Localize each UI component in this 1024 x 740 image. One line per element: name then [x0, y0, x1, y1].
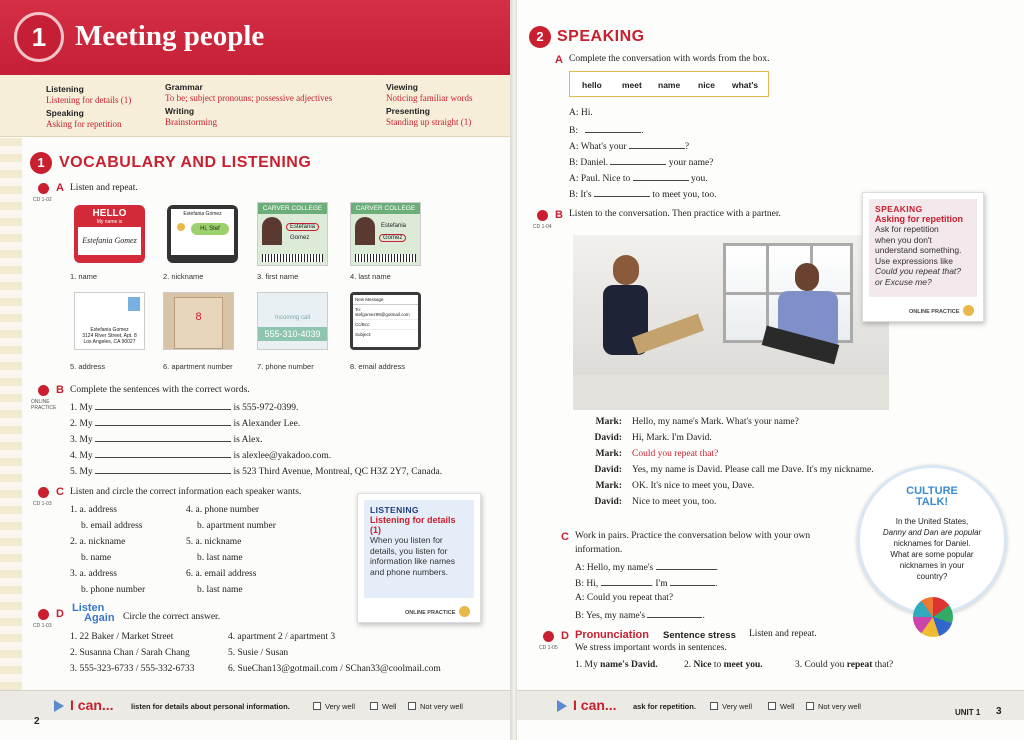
- listening-tip-card: [357, 493, 481, 623]
- answer-blank[interactable]: [647, 609, 702, 618]
- i-can-text: ask for repetition.: [633, 702, 696, 711]
- message-bubble: Hi, Stef: [191, 223, 229, 235]
- option[interactable]: 6. SueChan13@gotmail.com / SChan33@coolmail.com: [228, 664, 441, 674]
- tip-example: Could you repeat that?: [875, 266, 962, 276]
- culture-talk-bubble: [857, 465, 1007, 615]
- door: [174, 297, 223, 349]
- address-line: Los Angeles, CA 90027: [83, 339, 136, 345]
- address-line: Estefania Gomez: [90, 327, 129, 333]
- cd-track: CD 1-04: [533, 224, 552, 230]
- section-title: VOCABULARY AND LISTENING: [59, 154, 312, 171]
- option[interactable]: 4. a. phone number: [186, 505, 260, 515]
- barcode: [355, 254, 416, 262]
- conversation-line: A: Paul. Nice to you.: [569, 174, 708, 184]
- person-david-head: [795, 263, 819, 291]
- caption-3: 3. first name: [257, 272, 299, 281]
- answer-blank[interactable]: [95, 465, 231, 474]
- audio-icon[interactable]: [537, 210, 548, 221]
- tip-text: When you listen for: [370, 535, 443, 545]
- speaker-name: David:: [594, 433, 622, 443]
- checkbox-not-very-well[interactable]: [806, 702, 814, 710]
- audio-icon[interactable]: [38, 609, 49, 620]
- answer-blank[interactable]: [610, 156, 666, 165]
- exercise-instruction: information.: [575, 545, 623, 555]
- tip-text: information like names: [370, 556, 456, 566]
- sentence-4: 4. My is alexlee@yakadoo.com.: [70, 451, 332, 461]
- skill-presenting: Presenting Standing up straight (1): [386, 106, 472, 127]
- incoming-call-label: Incoming call: [274, 315, 310, 321]
- answer-blank[interactable]: [95, 433, 231, 442]
- caption-2: 2. nickname: [163, 272, 204, 281]
- phone-card-name: Estefania Gomez: [183, 211, 222, 217]
- section-number: 1: [30, 152, 52, 174]
- option[interactable]: b. name: [81, 553, 112, 563]
- checkbox-label: Very well: [722, 702, 753, 711]
- id-photo: [355, 217, 375, 245]
- exercise-letter: A: [555, 54, 563, 66]
- option[interactable]: b. last name: [197, 585, 243, 595]
- speaker-name: David:: [594, 465, 622, 475]
- answer-blank[interactable]: [95, 449, 231, 458]
- exercise-instruction: Circle the correct answer.: [123, 612, 221, 622]
- phone-message-card: [167, 205, 238, 263]
- dialog-line: Hi, Mark. I'm David.: [632, 433, 712, 443]
- i-can-label: I can...: [573, 697, 617, 713]
- culture-title: TALK!: [915, 496, 949, 508]
- i-can-bar: [0, 690, 512, 720]
- exercise-instruction: Listen and circle the correct information each speaker wants.: [70, 487, 302, 497]
- conversation-line: B: Yes, my name's .: [575, 611, 705, 621]
- exercise-instruction: Complete the conversation with words from the box.: [569, 54, 770, 64]
- option[interactable]: b. phone number: [81, 585, 146, 595]
- unit-label: UNIT 1: [955, 708, 981, 717]
- dialog-line: OK. It's nice to meet you, Dave.: [632, 481, 755, 491]
- listen-again-logo: [72, 603, 115, 623]
- conversation-line: B: It's to meet you, too.: [569, 190, 717, 200]
- checkbox-label: Not very well: [818, 702, 861, 711]
- speaker-name: Mark:: [595, 449, 622, 459]
- conversation-line: A: What's your ?: [569, 142, 690, 152]
- checkbox-label: Well: [780, 702, 795, 711]
- pronunciation-subtitle: Sentence stress: [663, 630, 736, 641]
- id-last-name: Gomez: [290, 235, 310, 241]
- dialog-line: Nice to meet you, too.: [632, 497, 717, 507]
- cd-track: CD 1-02: [33, 197, 52, 203]
- option[interactable]: 1. 22 Baker / Market Street: [70, 632, 174, 642]
- apartment-door: [163, 292, 234, 350]
- incoming-call-card: [257, 292, 328, 350]
- checkbox-well[interactable]: [370, 702, 378, 710]
- sentence-3: 3. My is Alex.: [70, 435, 263, 445]
- unit-title: Meeting people: [75, 20, 265, 52]
- tip-text: details, you listen for: [370, 545, 448, 556]
- exercise-letter: D: [561, 630, 569, 642]
- option[interactable]: b. last name: [197, 553, 243, 563]
- answer-blank[interactable]: [95, 401, 231, 410]
- checkbox-label: Well: [382, 702, 397, 711]
- college-name: CARVER COLLEGE: [351, 203, 420, 214]
- option[interactable]: 5. Susie / Susan: [228, 648, 289, 658]
- tip-heading: LISTENING: [370, 505, 419, 515]
- cd-track: CD 1-03: [33, 623, 52, 629]
- answer-blank[interactable]: [585, 124, 641, 133]
- page-number: 2: [34, 716, 40, 727]
- audio-icon[interactable]: [38, 487, 49, 498]
- checkbox-very-well[interactable]: [313, 702, 321, 710]
- floor: [573, 375, 889, 410]
- sentence-2: 2. My is Alexander Lee.: [70, 419, 301, 429]
- tip-text: and phone numbers.: [370, 566, 448, 577]
- address-envelope: [74, 292, 145, 350]
- audio-icon[interactable]: [38, 183, 49, 194]
- door-number: 8: [195, 311, 202, 323]
- i-can-label: I can...: [70, 697, 114, 713]
- exercise-instruction: Complete the sentences with the correct words.: [70, 385, 250, 395]
- speaker-name: David:: [594, 497, 622, 507]
- tip-text: when you don't: [875, 234, 932, 245]
- word-item: nice: [698, 80, 716, 90]
- dialog-line: Hello, my name's Mark. What's your name?: [632, 417, 799, 427]
- conversation-line: B: .: [569, 126, 644, 136]
- id-first-name: Estefania: [286, 223, 319, 231]
- email-subject: Subject:: [355, 332, 372, 337]
- conversation-line: A: Hello, my name's .: [575, 563, 718, 573]
- option[interactable]: 3. a. address: [70, 569, 117, 579]
- culture-text: nicknames for Daniel.: [893, 539, 971, 548]
- answer-blank[interactable]: [656, 561, 716, 570]
- student-id-last-name: [350, 202, 421, 266]
- skill-viewing: Viewing Noticing familiar words: [386, 82, 473, 103]
- pronunciation-title: Pronunciation: [575, 629, 649, 641]
- exercise-letter: D: [56, 608, 64, 620]
- word-item: meet: [622, 80, 642, 90]
- section-title: SPEAKING: [557, 28, 645, 45]
- caption-1: 1. name: [70, 272, 98, 281]
- option[interactable]: 4. apartment 2 / apartment 3: [228, 632, 336, 642]
- decorative-border: [0, 138, 22, 690]
- skill-listening: Listening Listening for details (1): [46, 84, 132, 105]
- tip-content: [869, 199, 977, 297]
- incoming-call-number: 555-310-4039: [258, 327, 327, 341]
- option[interactable]: 5. a. nickname: [186, 537, 242, 547]
- id-first-name: Estefania: [381, 223, 407, 229]
- option[interactable]: b. apartment number: [197, 521, 276, 531]
- cd-track: CD 1-03: [33, 501, 52, 507]
- i-can-bar: [517, 690, 1024, 720]
- email-to: To: stefgomez99@gotmail.com: [353, 305, 418, 320]
- page-number: 3: [996, 706, 1002, 717]
- skill-speaking: Speaking Asking for repetition: [46, 108, 122, 129]
- unit-number-badge: 1: [14, 12, 64, 62]
- checkbox-very-well[interactable]: [710, 702, 718, 710]
- answer-blank[interactable]: [594, 188, 650, 197]
- checkbox-label: Very well: [325, 702, 356, 711]
- option[interactable]: 2. a. nickname: [70, 537, 126, 547]
- caption-7: 7. phone number: [257, 362, 314, 371]
- listen-again-word: Listen: [72, 602, 105, 614]
- hello-name-tag: [74, 205, 145, 263]
- tip-heading: SPEAKING: [875, 204, 923, 214]
- culture-text: Danny and Dan are popular: [882, 528, 982, 537]
- dialog-line: Yes, my name is David. Please call me Dave. It's my nickname.: [632, 465, 874, 475]
- email-cc: Cc/Bcc:: [353, 320, 418, 330]
- i-can-text: listen for details about personal information.: [131, 702, 290, 711]
- exercise-letter: C: [56, 486, 64, 498]
- online-practice-label[interactable]: ONLINE PRACTICE: [909, 309, 960, 315]
- tip-text: understand something.: [875, 245, 962, 255]
- speaker-name: Mark:: [595, 481, 622, 491]
- avatar: [177, 223, 185, 231]
- exercise-instruction: Listen and repeat.: [749, 629, 817, 639]
- id-photo: [262, 217, 282, 245]
- conversation-photo: [573, 235, 889, 410]
- caption-4: 4. last name: [350, 272, 391, 281]
- world-flags-icon: [913, 597, 953, 637]
- speaking-tip-card: [862, 192, 984, 322]
- checkbox-not-very-well[interactable]: [408, 702, 416, 710]
- culture-text: What are some popular: [890, 550, 974, 559]
- hello-tag-sub: My name is: [96, 219, 123, 225]
- stress-example: 1. My name's David.: [575, 660, 658, 670]
- answer-blank[interactable]: [601, 577, 651, 586]
- hello-tag-title: HELLO: [92, 208, 127, 219]
- address-line: 3124 River Street, Apt. 8: [82, 333, 137, 339]
- exercise-instruction: Work in pairs. Practice the conversation below with your own: [575, 531, 811, 541]
- answer-blank[interactable]: [633, 172, 689, 181]
- exercise-instruction: Listen and repeat.: [70, 183, 138, 193]
- skill-writing: Writing Brainstorming: [165, 106, 217, 127]
- arrow-icon: [54, 700, 64, 712]
- exercise-instruction: Listen to the conversation. Then practice with a partner.: [569, 209, 781, 219]
- conversation-line: B: Daniel. your name?: [569, 158, 714, 168]
- audio-icon[interactable]: [543, 631, 554, 642]
- tip-subheading: Asking for repetition: [875, 214, 964, 224]
- cd-track: CD 1-05: [539, 645, 558, 651]
- word-item: hello: [582, 80, 602, 90]
- exercise-letter: B: [56, 384, 64, 396]
- option[interactable]: 6. a. email address: [186, 569, 257, 579]
- answer-blank[interactable]: [629, 140, 685, 149]
- online-practice-icon[interactable]: [38, 385, 49, 396]
- option[interactable]: b. email address: [81, 521, 143, 531]
- tip-text: Ask for repetition: [875, 224, 939, 234]
- conversation-line: B: Hi, . I'm .: [575, 579, 718, 589]
- email-screen-card: [350, 292, 421, 350]
- person-mark-head: [613, 255, 639, 285]
- word-item: what's: [732, 80, 759, 90]
- word-item: name: [658, 80, 681, 90]
- student-id-first-name: [257, 202, 328, 266]
- speaker-name: Mark:: [595, 417, 622, 427]
- stress-example: 2. Nice to meet you.: [684, 660, 763, 670]
- online-practice-label[interactable]: ONLINE PRACTICE: [405, 610, 456, 616]
- hello-tag-name: Estefania Gomez: [78, 227, 141, 255]
- college-name: CARVER COLLEGE: [258, 203, 327, 214]
- tip-content: [364, 500, 474, 598]
- stress-example: 3. Could you repeat that?: [795, 660, 894, 670]
- option[interactable]: 3. 555-323-6733 / 555-332-6733: [70, 664, 195, 674]
- checkbox-well[interactable]: [768, 702, 776, 710]
- barcode: [262, 254, 323, 262]
- right-page: [517, 0, 1024, 740]
- culture-title: CULTURE: [906, 485, 958, 497]
- skills-strip: [0, 75, 512, 137]
- caption-6: 6. apartment number: [163, 362, 233, 371]
- sentence-5: 5. My is 523 Third Avenue, Montreal, QC H3Z 2Y7, Canada.: [70, 467, 443, 477]
- listen-again-word: Again: [84, 612, 115, 624]
- conversation-line: A: Could you repeat that?: [575, 593, 674, 603]
- tip-subheading: Listening for details (1): [370, 515, 456, 535]
- caption-8: 8. email address: [350, 362, 406, 371]
- tip-text: Use expressions like: [875, 255, 953, 266]
- caption-5: 5. address: [70, 362, 106, 371]
- sentence-1: 1. My is 555-972-0399.: [70, 403, 299, 413]
- exercise-letter: A: [56, 182, 64, 194]
- answer-blank[interactable]: [95, 417, 231, 426]
- arrow-icon: [557, 700, 567, 712]
- checkbox-label: Not very well: [420, 702, 463, 711]
- conversation-line: A: Hi.: [569, 108, 593, 118]
- exercise-instruction: We stress important words in sentences.: [575, 643, 727, 653]
- culture-text: In the United States,: [895, 517, 969, 526]
- exercise-letter: B: [555, 209, 563, 221]
- word-box: [569, 71, 769, 97]
- skill-grammar: Grammar To be; subject pronouns; possessive adjectives: [165, 82, 333, 103]
- id-last-name: Gomez: [379, 234, 406, 242]
- answer-blank[interactable]: [670, 577, 715, 586]
- stamp: [128, 297, 140, 311]
- option[interactable]: 1. a. address: [70, 505, 117, 515]
- online-practice-icon[interactable]: [963, 305, 974, 316]
- online-practice-icon[interactable]: [459, 606, 470, 617]
- exercise-letter: C: [561, 531, 569, 543]
- section-number: 2: [529, 26, 551, 48]
- culture-text: nicknames in your: [899, 561, 965, 570]
- email-title: New Message: [353, 295, 418, 305]
- tip-example: or Excuse me?: [875, 276, 932, 287]
- option[interactable]: 2. Susanna Chan / Sarah Chang: [70, 648, 190, 658]
- culture-text: country?: [916, 572, 948, 581]
- online-practice-tag: ONLINE PRACTICE: [31, 399, 57, 411]
- dialog-line-highlighted: Could you repeat that?: [632, 449, 719, 459]
